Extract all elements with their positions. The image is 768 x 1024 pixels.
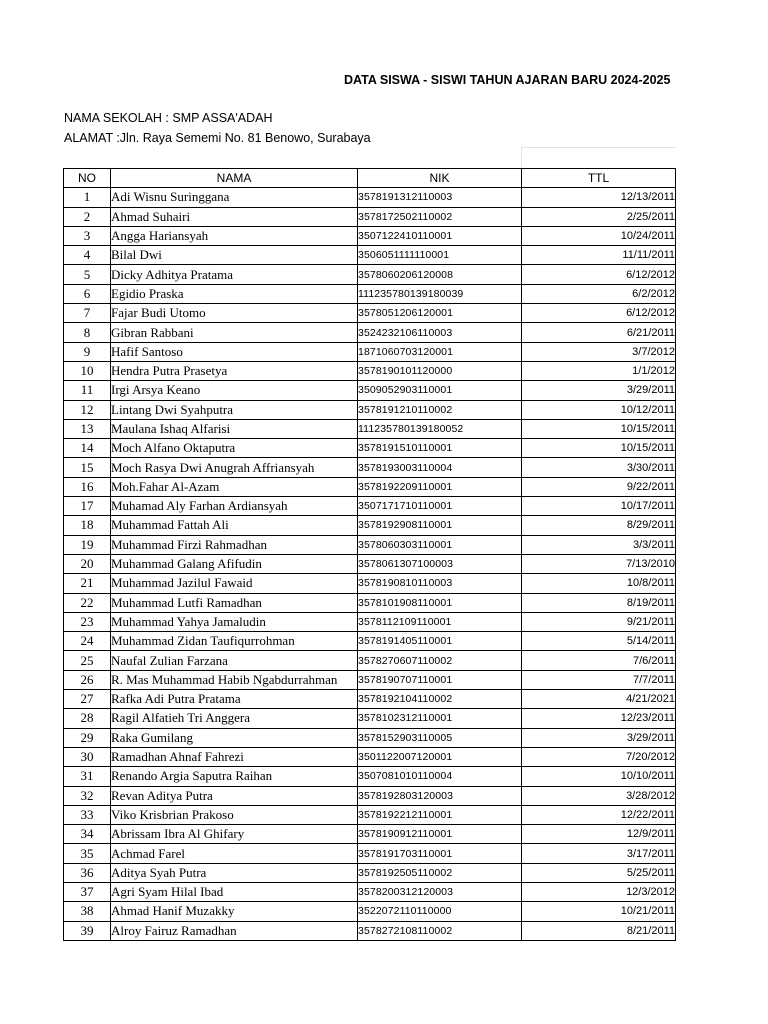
cell-ttl: 10/21/2011 bbox=[522, 902, 676, 921]
cell-no: 8 bbox=[64, 323, 111, 342]
table-row bbox=[64, 188, 676, 207]
cell-no: 19 bbox=[64, 535, 111, 554]
table-row bbox=[64, 419, 676, 438]
cell-nik: 1871060703120001 bbox=[358, 342, 522, 361]
cell-nik: 3578191210110002 bbox=[358, 400, 522, 419]
cell-nik: 3578272108110002 bbox=[358, 921, 522, 940]
cell-nama: Muhammad Firzi Rahmadhan bbox=[111, 535, 358, 554]
cell-nama: Moch Rasya Dwi Anugrah Affriansyah bbox=[111, 458, 358, 477]
table-row bbox=[64, 690, 676, 709]
cell-nik: 3578060206120008 bbox=[358, 265, 522, 284]
table-row bbox=[64, 458, 676, 477]
column-header-no: NO bbox=[64, 169, 111, 188]
cell-no: 6 bbox=[64, 284, 111, 303]
cell-ttl: 1/1/2012 bbox=[522, 361, 676, 380]
table-row bbox=[64, 265, 676, 284]
table-row bbox=[64, 767, 676, 786]
cell-nama: Lintang Dwi Syahputra bbox=[111, 400, 358, 419]
cell-ttl: 3/29/2011 bbox=[522, 728, 676, 747]
cell-nik: 3507171710110001 bbox=[358, 497, 522, 516]
table-row bbox=[64, 439, 676, 458]
cell-nik: 3578060303110001 bbox=[358, 535, 522, 554]
cell-no: 25 bbox=[64, 651, 111, 670]
cell-no: 9 bbox=[64, 342, 111, 361]
cell-ttl: 9/21/2011 bbox=[522, 612, 676, 631]
cell-ttl: 5/25/2011 bbox=[522, 863, 676, 882]
cell-ttl: 10/10/2011 bbox=[522, 767, 676, 786]
cell-nama: Dicky Adhitya Pratama bbox=[111, 265, 358, 284]
cell-nama: Maulana Ishaq Alfarisi bbox=[111, 419, 358, 438]
cell-gridline bbox=[521, 147, 676, 168]
cell-ttl: 5/14/2011 bbox=[522, 632, 676, 651]
school-name: NAMA SEKOLAH : SMP ASSA'ADAH bbox=[64, 111, 273, 125]
cell-no: 7 bbox=[64, 304, 111, 323]
table-row bbox=[64, 535, 676, 554]
cell-nik: 3578193003110004 bbox=[358, 458, 522, 477]
cell-nama: Moh.Fahar Al-Azam bbox=[111, 477, 358, 496]
school-address: ALAMAT :Jln. Raya Sememi No. 81 Benowo, Surabaya bbox=[64, 131, 371, 145]
cell-nama: Ragil Alfatieh Tri Anggera bbox=[111, 709, 358, 728]
cell-ttl: 7/7/2011 bbox=[522, 670, 676, 689]
cell-ttl: 3/3/2011 bbox=[522, 535, 676, 554]
cell-no: 16 bbox=[64, 477, 111, 496]
cell-ttl: 3/30/2011 bbox=[522, 458, 676, 477]
cell-no: 24 bbox=[64, 632, 111, 651]
cell-nama: Abrissam Ibra Al Ghifary bbox=[111, 825, 358, 844]
cell-no: 10 bbox=[64, 361, 111, 380]
table-row bbox=[64, 516, 676, 535]
cell-ttl: 11/11/2011 bbox=[522, 246, 676, 265]
cell-nama: Egidio Praska bbox=[111, 284, 358, 303]
table-row bbox=[64, 497, 676, 516]
table-row bbox=[64, 304, 676, 323]
cell-nama: R. Mas Muhammad Habib Ngabdurrahman bbox=[111, 670, 358, 689]
cell-no: 14 bbox=[64, 439, 111, 458]
cell-nik: 3578192505110002 bbox=[358, 863, 522, 882]
cell-ttl: 7/6/2011 bbox=[522, 651, 676, 670]
cell-ttl: 12/13/2011 bbox=[522, 188, 676, 207]
cell-ttl: 6/12/2012 bbox=[522, 265, 676, 284]
cell-nama: Muhamad Aly Farhan Ardiansyah bbox=[111, 497, 358, 516]
cell-nama: Muhammad Jazilul Fawaid bbox=[111, 574, 358, 593]
cell-ttl: 6/12/2012 bbox=[522, 304, 676, 323]
cell-nik: 3578172502110002 bbox=[358, 207, 522, 226]
cell-ttl: 3/7/2012 bbox=[522, 342, 676, 361]
cell-no: 22 bbox=[64, 593, 111, 612]
cell-no: 3 bbox=[64, 226, 111, 245]
cell-nik: 3578192908110001 bbox=[358, 516, 522, 535]
cell-no: 17 bbox=[64, 497, 111, 516]
cell-nik: 3578192803120003 bbox=[358, 786, 522, 805]
cell-no: 23 bbox=[64, 612, 111, 631]
cell-ttl: 7/13/2010 bbox=[522, 554, 676, 573]
table-row bbox=[64, 632, 676, 651]
table-row bbox=[64, 361, 676, 380]
table-row bbox=[64, 728, 676, 747]
cell-ttl: 9/22/2011 bbox=[522, 477, 676, 496]
cell-no: 37 bbox=[64, 882, 111, 901]
cell-nik: 3578152903110005 bbox=[358, 728, 522, 747]
cell-nik: 3578051206120001 bbox=[358, 304, 522, 323]
cell-no: 29 bbox=[64, 728, 111, 747]
student-table bbox=[63, 168, 676, 941]
table-row bbox=[64, 882, 676, 901]
cell-no: 5 bbox=[64, 265, 111, 284]
header-row bbox=[64, 169, 676, 188]
cell-nik: 3578102312110001 bbox=[358, 709, 522, 728]
cell-ttl: 4/21/2021 bbox=[522, 690, 676, 709]
cell-ttl: 10/24/2011 bbox=[522, 226, 676, 245]
cell-ttl: 7/20/2012 bbox=[522, 747, 676, 766]
cell-ttl: 3/17/2011 bbox=[522, 844, 676, 863]
cell-no: 18 bbox=[64, 516, 111, 535]
cell-no: 30 bbox=[64, 747, 111, 766]
page-title: DATA SISWA - SISWI TAHUN AJARAN BARU 2024-2025 bbox=[344, 73, 671, 87]
cell-nama: Ahmad Hanif Muzakky bbox=[111, 902, 358, 921]
cell-nik: 3506051111110001 bbox=[358, 246, 522, 265]
table-row bbox=[64, 381, 676, 400]
cell-nama: Viko Krisbrian Prakoso bbox=[111, 805, 358, 824]
cell-nama: Achmad Farel bbox=[111, 844, 358, 863]
cell-nama: Agri Syam Hilal Ibad bbox=[111, 882, 358, 901]
cell-no: 31 bbox=[64, 767, 111, 786]
column-header-nama: NAMA bbox=[111, 169, 358, 188]
cell-nik: 3509052903110001 bbox=[358, 381, 522, 400]
cell-nama: Renando Argia Saputra Raihan bbox=[111, 767, 358, 786]
cell-no: 35 bbox=[64, 844, 111, 863]
cell-nik: 3578191510110001 bbox=[358, 439, 522, 458]
cell-ttl: 8/19/2011 bbox=[522, 593, 676, 612]
cell-nik: 3578190912110001 bbox=[358, 825, 522, 844]
table-row bbox=[64, 902, 676, 921]
cell-nik: 3578192104110002 bbox=[358, 690, 522, 709]
cell-nama: Ramadhan Ahnaf Fahrezi bbox=[111, 747, 358, 766]
cell-nik: 3578192212110001 bbox=[358, 805, 522, 824]
cell-nama: Muhammad Galang Afifudin bbox=[111, 554, 358, 573]
table-row bbox=[64, 574, 676, 593]
cell-no: 33 bbox=[64, 805, 111, 824]
table-row bbox=[64, 342, 676, 361]
cell-ttl: 10/8/2011 bbox=[522, 574, 676, 593]
cell-nik: 3578191312110003 bbox=[358, 188, 522, 207]
cell-nama: Moch Alfano Oktaputra bbox=[111, 439, 358, 458]
cell-nik: 111235780139180052 bbox=[358, 419, 522, 438]
cell-ttl: 12/9/2011 bbox=[522, 825, 676, 844]
cell-ttl: 10/15/2011 bbox=[522, 439, 676, 458]
cell-no: 27 bbox=[64, 690, 111, 709]
cell-nik: 3501122007120001 bbox=[358, 747, 522, 766]
cell-ttl: 12/3/2012 bbox=[522, 882, 676, 901]
cell-nama: Alroy Fairuz Ramadhan bbox=[111, 921, 358, 940]
cell-nama: Naufal Zulian Farzana bbox=[111, 651, 358, 670]
cell-nik: 3578192209110001 bbox=[358, 477, 522, 496]
table-row bbox=[64, 612, 676, 631]
cell-nama: Adi Wisnu Suringgana bbox=[111, 188, 358, 207]
cell-no: 11 bbox=[64, 381, 111, 400]
table-row bbox=[64, 246, 676, 265]
cell-nama: Gibran Rabbani bbox=[111, 323, 358, 342]
table-row bbox=[64, 593, 676, 612]
cell-nama: Muhammad Fattah Ali bbox=[111, 516, 358, 535]
cell-nama: Aditya Syah Putra bbox=[111, 863, 358, 882]
cell-nik: 3578270607110002 bbox=[358, 651, 522, 670]
table-row bbox=[64, 651, 676, 670]
cell-nik: 3578061307100003 bbox=[358, 554, 522, 573]
table-row bbox=[64, 477, 676, 496]
table-row bbox=[64, 554, 676, 573]
cell-ttl: 3/29/2011 bbox=[522, 381, 676, 400]
table-row bbox=[64, 323, 676, 342]
cell-nama: Ahmad Suhairi bbox=[111, 207, 358, 226]
cell-nama: Raka Gumilang bbox=[111, 728, 358, 747]
cell-no: 26 bbox=[64, 670, 111, 689]
cell-nama: Muhammad Zidan Taufiqurrohman bbox=[111, 632, 358, 651]
cell-no: 2 bbox=[64, 207, 111, 226]
table-row bbox=[64, 207, 676, 226]
cell-no: 36 bbox=[64, 863, 111, 882]
cell-nik: 3507122410110001 bbox=[358, 226, 522, 245]
table-row bbox=[64, 747, 676, 766]
table-row bbox=[64, 844, 676, 863]
cell-ttl: 10/15/2011 bbox=[522, 419, 676, 438]
cell-ttl: 8/29/2011 bbox=[522, 516, 676, 535]
cell-nik: 3578190810110003 bbox=[358, 574, 522, 593]
cell-no: 32 bbox=[64, 786, 111, 805]
cell-nik: 3578190101120000 bbox=[358, 361, 522, 380]
cell-no: 39 bbox=[64, 921, 111, 940]
table-row bbox=[64, 805, 676, 824]
cell-nama: Hendra Putra Prasetya bbox=[111, 361, 358, 380]
cell-ttl: 8/21/2011 bbox=[522, 921, 676, 940]
cell-nik: 111235780139180039 bbox=[358, 284, 522, 303]
cell-no: 12 bbox=[64, 400, 111, 419]
cell-nik: 3578190707110001 bbox=[358, 670, 522, 689]
cell-ttl: 12/22/2011 bbox=[522, 805, 676, 824]
cell-ttl: 12/23/2011 bbox=[522, 709, 676, 728]
table-row bbox=[64, 226, 676, 245]
cell-no: 1 bbox=[64, 188, 111, 207]
cell-ttl: 6/21/2011 bbox=[522, 323, 676, 342]
column-header-ttl: TTL bbox=[522, 169, 676, 188]
cell-nama: Fajar Budi Utomo bbox=[111, 304, 358, 323]
cell-nama: Revan Aditya Putra bbox=[111, 786, 358, 805]
cell-nama: Muhammad Lutfi Ramadhan bbox=[111, 593, 358, 612]
cell-nama: Angga Hariansyah bbox=[111, 226, 358, 245]
cell-nik: 3578191405110001 bbox=[358, 632, 522, 651]
table-row bbox=[64, 284, 676, 303]
cell-ttl: 6/2/2012 bbox=[522, 284, 676, 303]
cell-nik: 3578101908110001 bbox=[358, 593, 522, 612]
cell-nama: Muhammad Yahya Jamaludin bbox=[111, 612, 358, 631]
cell-no: 21 bbox=[64, 574, 111, 593]
cell-nik: 3578200312120003 bbox=[358, 882, 522, 901]
table-row bbox=[64, 709, 676, 728]
cell-no: 4 bbox=[64, 246, 111, 265]
cell-nama: Irgi Arsya Keano bbox=[111, 381, 358, 400]
column-header-nik: NIK bbox=[358, 169, 522, 188]
table-row bbox=[64, 863, 676, 882]
table-row bbox=[64, 786, 676, 805]
cell-no: 38 bbox=[64, 902, 111, 921]
cell-ttl: 3/28/2012 bbox=[522, 786, 676, 805]
table-row bbox=[64, 921, 676, 940]
cell-ttl: 10/17/2011 bbox=[522, 497, 676, 516]
cell-nik: 3524232106110003 bbox=[358, 323, 522, 342]
cell-no: 13 bbox=[64, 419, 111, 438]
table-row bbox=[64, 400, 676, 419]
cell-ttl: 2/25/2011 bbox=[522, 207, 676, 226]
table-row bbox=[64, 825, 676, 844]
cell-nik: 3578112109110001 bbox=[358, 612, 522, 631]
cell-no: 20 bbox=[64, 554, 111, 573]
cell-nik: 3522072110110000 bbox=[358, 902, 522, 921]
cell-nik: 3578191703110001 bbox=[358, 844, 522, 863]
table-row bbox=[64, 670, 676, 689]
cell-nik: 3507081010110004 bbox=[358, 767, 522, 786]
cell-nama: Rafka Adi Putra Pratama bbox=[111, 690, 358, 709]
cell-ttl: 10/12/2011 bbox=[522, 400, 676, 419]
cell-no: 15 bbox=[64, 458, 111, 477]
cell-no: 28 bbox=[64, 709, 111, 728]
cell-nama: Bilal Dwi bbox=[111, 246, 358, 265]
cell-nama: Hafif Santoso bbox=[111, 342, 358, 361]
cell-no: 34 bbox=[64, 825, 111, 844]
